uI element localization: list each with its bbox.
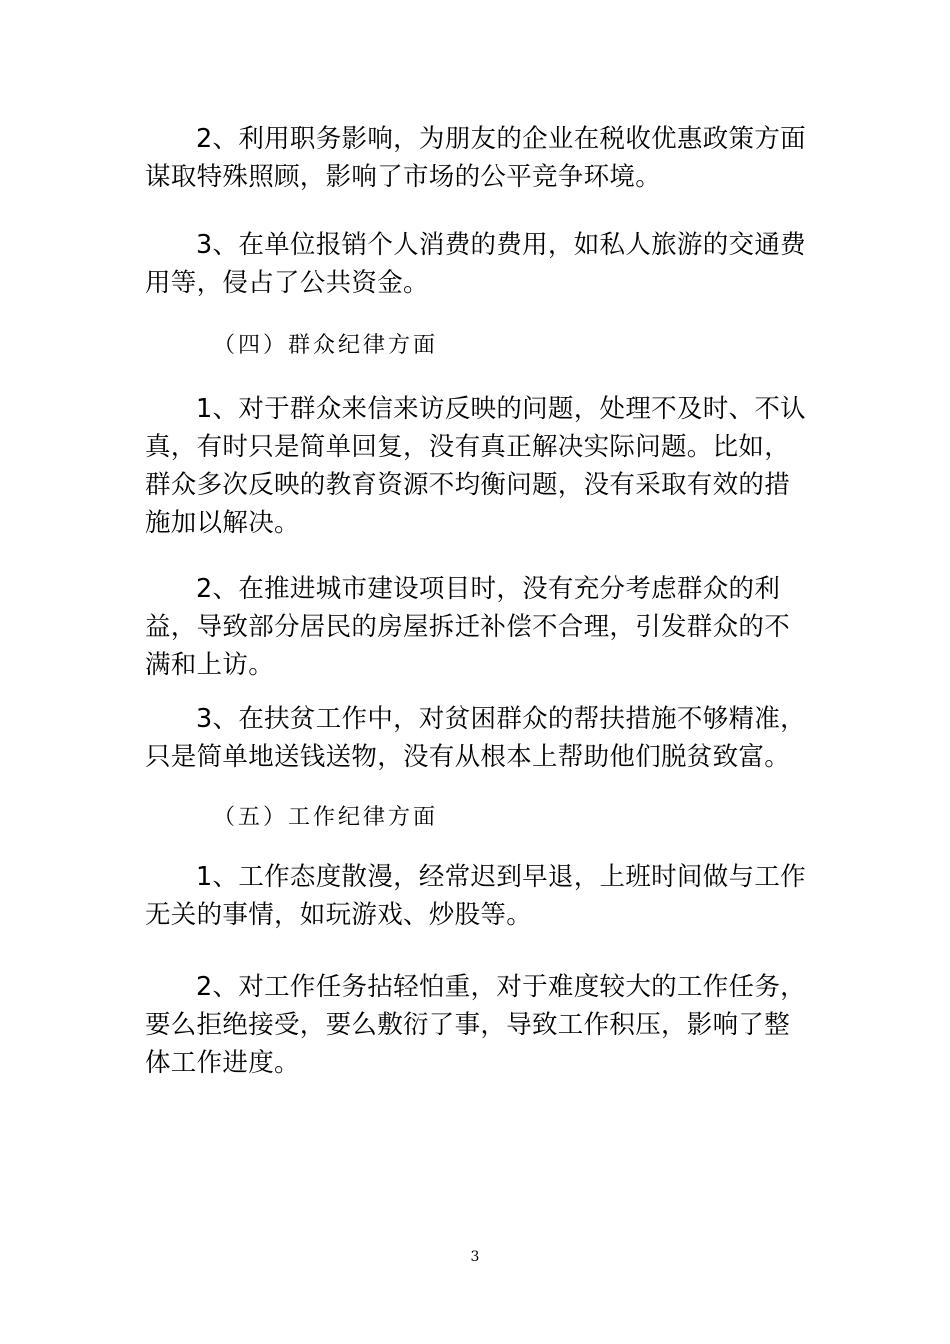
page-number: 3	[470, 1249, 480, 1265]
section-heading-4: （四）群众纪律方面	[213, 333, 439, 358]
paragraph-s4-item-1: 1、对于群众来信来访反映的问题，处理不及时、不认真，有时只是简单回复，没有真正解决实际问题。比如，群众多次反映的教育资源不均衡问题，没有采取有效的措施加以解决。	[145, 394, 806, 538]
paragraph-s3-item-2: 2、利用职务影响，为朋友的企业在税收优惠政策方面谋取特殊照顾，影响了市场的公平竞争环境。	[145, 124, 806, 192]
paragraph-s5-item-2: 2、对工作任务拈轻怕重，对于难度较大的工作任务，要么拒绝接受，要么敷衍了事，导致工作积压，影响了整体工作进度。	[145, 972, 806, 1078]
paragraph-s5-item-1: 1、工作态度散漫，经常迟到早退，上班时间做与工作无关的事情，如玩游戏、炒股等。	[145, 862, 806, 930]
paragraph-s4-item-3: 3、在扶贫工作中，对贫困群众的帮扶措施不够精准，只是简单地送钱送物，没有从根本上帮助他们脱贫致富。	[145, 704, 806, 772]
section-heading-5: （五）工作纪律方面	[213, 805, 439, 830]
paragraph-s3-item-3: 3、在单位报销个人消费的费用，如私人旅游的交通费用等，侵占了公共资金。	[145, 230, 806, 298]
paragraph-s4-item-2: 2、在推进城市建设项目时，没有充分考虑群众的利益，导致部分居民的房屋拆迁补偿不合理，引发群众的不满和上访。	[145, 574, 791, 680]
